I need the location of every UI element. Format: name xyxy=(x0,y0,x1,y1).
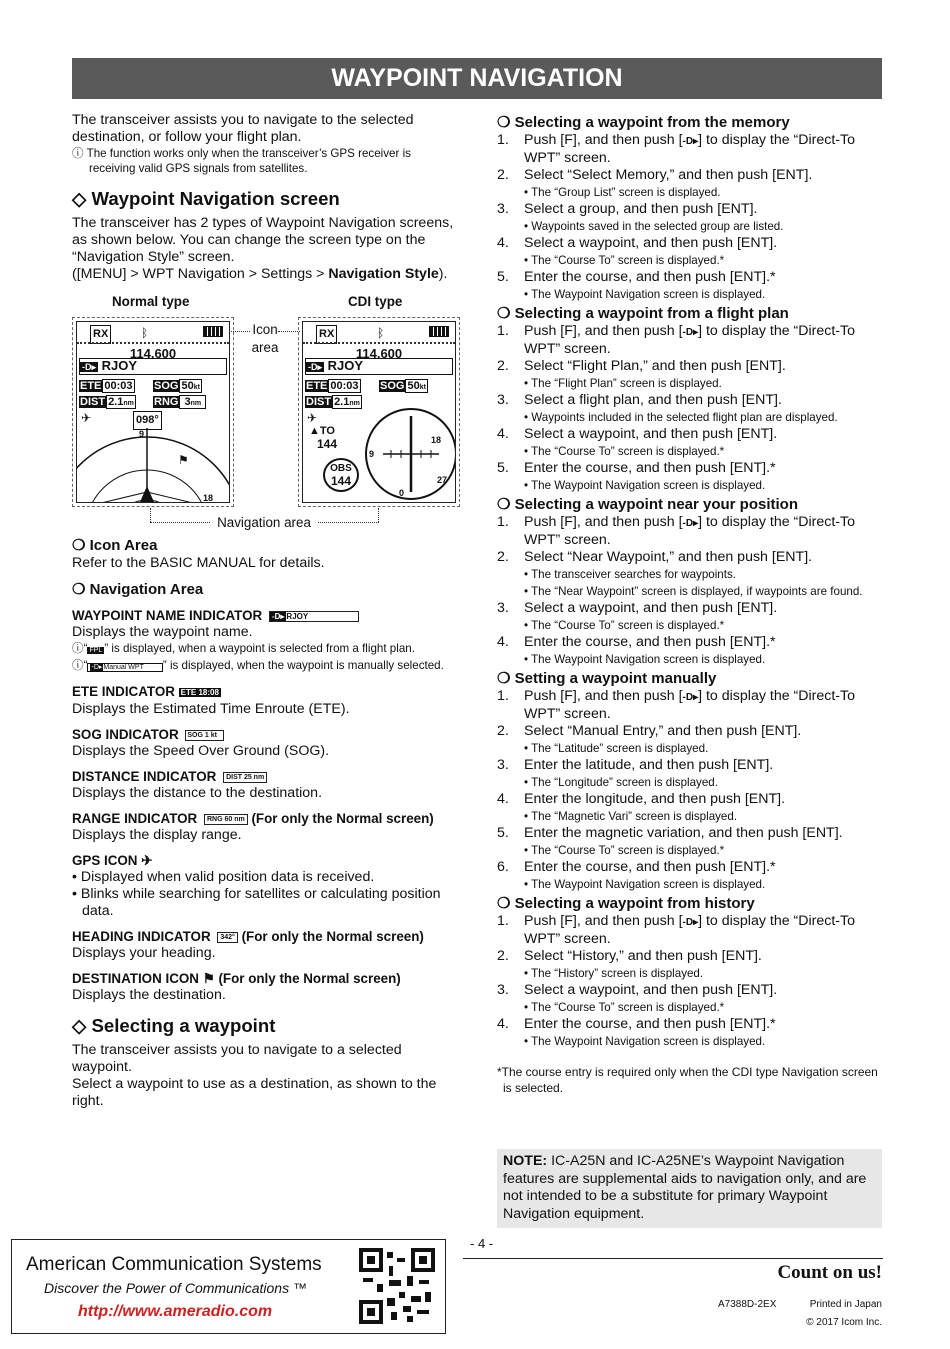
dest-body: Displays the destination. xyxy=(72,986,226,1003)
procedure-title: ❍ Selecting a waypoint from the memory xyxy=(497,114,790,131)
dist-body: Displays the distance to the destination. xyxy=(72,784,323,801)
rx-indicator: RX xyxy=(316,325,337,344)
obs-indicator: OBS 144 xyxy=(323,458,359,492)
procedure-step: 2. Select “History,” and then push [ENT]. xyxy=(497,948,762,964)
nav-screen-path: ([MENU] > WPT Navigation > Settings > Navigation Style). xyxy=(72,266,448,282)
procedure-step: 4. Enter the course, and then push [ENT].* xyxy=(497,634,776,650)
ete-indicator: ETE 00:03 xyxy=(306,380,359,392)
step-result: • The “Course To” screen is displayed.* xyxy=(524,619,725,632)
wni-title: WAYPOINT NAME INDICATOR -D▸ RJOY xyxy=(72,607,460,624)
cdi-tick-18: 18 xyxy=(431,435,442,445)
nav-screen-body: The transceiver has 2 types of Waypoint Navigation screens, as shown below. You can change the screen type on the “Navigation Style” screen. xyxy=(72,215,454,265)
direct-to-key-icon: -D▸ xyxy=(682,917,699,928)
hdg-body: Displays your heading. xyxy=(72,944,216,961)
wni-body: Displays the waypoint name. xyxy=(72,624,253,640)
gps-bullet-2: • Blinks while searching for satellites or calculating position data. xyxy=(72,885,441,919)
printed-in: Printed in Japan xyxy=(809,1299,882,1310)
footnote: *The course entry is required only when the CDI type Navigation screen is selected. xyxy=(497,1065,878,1095)
gps-icon: ✈ xyxy=(307,411,318,425)
waypoint-name-box: -D▸ RJOY xyxy=(79,358,227,375)
destination-icon: ⚑ xyxy=(178,453,189,467)
procedure-step: 4. Enter the longitude, and then push [ENT]. xyxy=(497,791,786,807)
info-icon: ⓘ xyxy=(72,642,84,655)
distance-indicator: DIST 2.1nm xyxy=(306,396,360,408)
sog-chip: SOG 1 kt xyxy=(185,730,224,741)
hdg-title: HEADING INDICATOR 342° (For only the Normal screen) xyxy=(72,928,424,944)
procedure-step: 4. Enter the course, and then push [ENT].* xyxy=(497,1016,776,1032)
direct-to-key-icon: -D▸ xyxy=(682,692,699,703)
sog-indicator: SOG 50kt xyxy=(154,380,200,392)
direct-to-key-icon: -D▸ xyxy=(682,518,699,529)
ete-indicator: ETE 00:03 xyxy=(80,380,133,392)
procedure-step: 3. Select a flight plan, and then push [ENT]. xyxy=(497,392,782,408)
dist-title: DISTANCE INDICATOR DIST 25 nm xyxy=(72,768,460,785)
wni-chip: -D▸ RJOY xyxy=(269,611,359,622)
step-result: • The “Course To” screen is displayed.* xyxy=(524,844,725,857)
rx-indicator: RX xyxy=(90,325,111,344)
procedure-step: 4. Select a waypoint, and then push [ENT]. xyxy=(497,235,778,251)
procedure-step: 6. Enter the course, and then push [ENT].* xyxy=(497,859,776,875)
note-box: NOTE: IC-A25N and IC-A25NE’s Waypoint Navigation features are supplemental aids to navigation only, and are not intended to be a substitute for primary Waypoint Navigation equipment. xyxy=(497,1149,882,1228)
sog-indicator: SOG 50kt xyxy=(380,380,426,392)
step-result: • Waypoints saved in the selected group are listed. xyxy=(524,220,784,233)
procedure-section xyxy=(497,305,883,494)
gps-icon: ✈ xyxy=(81,411,92,425)
procedure-step: 5. Enter the course, and then push [ENT].* xyxy=(497,269,776,285)
selecting-body-1: The transceiver assists you to navigate to a selected waypoint. xyxy=(72,1041,402,1075)
page-number: - 4 - xyxy=(470,1236,494,1251)
circle-bullet-icon: ❍ xyxy=(497,496,511,513)
frequency-display: 114.600 xyxy=(129,346,177,361)
normal-type-label: Normal type xyxy=(112,294,190,309)
step-result: • The “Flight Plan” screen is displayed. xyxy=(524,377,722,390)
dest-title: DESTINATION ICON ⚑ (For only the Normal screen) xyxy=(72,970,401,986)
step-result: • The “Near Waypoint” screen is displayed, if waypoints are found. xyxy=(524,585,863,598)
ete-body: Displays the Estimated Time Enroute (ETE). xyxy=(72,700,350,717)
step-result: • The Waypoint Navigation screen is displayed. xyxy=(524,653,766,666)
circle-bullet-icon: ❍ xyxy=(72,537,86,554)
sog-body: Displays the Speed Over Ground (SOG). xyxy=(72,742,330,759)
step-result: • The “Course To” screen is displayed.* xyxy=(524,1001,725,1014)
procedure-step: 1. Push [F], and then push [-D▸] to display the “Direct-To WPT” screen. xyxy=(497,514,856,548)
waypoint-name-box: -D▸ RJOY xyxy=(305,358,453,375)
intro-line-1: The transceiver assists you to navigate to the selected xyxy=(72,112,414,128)
direct-to-key-icon: -D▸ xyxy=(682,327,699,338)
direct-to-icon: -D▸ xyxy=(271,611,285,621)
circle-bullet-icon: ❍ xyxy=(497,895,511,912)
normal-screen xyxy=(72,317,234,507)
section-title-nav-screen: ◇ Waypoint Navigation screen xyxy=(72,188,340,209)
procedure-title: ❍ Selecting a waypoint from a flight plan xyxy=(497,305,789,322)
sog-title: SOG INDICATOR SOG 1 kt xyxy=(72,726,460,743)
selecting-body-2: Select a waypoint to use as a destination, as shown to the right. xyxy=(72,1075,437,1109)
wni-note-1: ⓘ“ FPL ” is displayed, when a waypoint is selected from a flight plan. xyxy=(72,642,415,655)
slogan: Count on us! xyxy=(777,1262,882,1283)
icon-area-title: ❍ Icon Area xyxy=(72,537,158,554)
procedure-step: 3. Select a waypoint, and then push [ENT]. xyxy=(497,982,778,998)
icon-area-body: Refer to the BASIC MANUAL for details. xyxy=(72,555,325,571)
procedure-step: 2. Select “Near Waypoint,” and then push [ENT]. xyxy=(497,549,813,565)
frequency-display: 114.600 xyxy=(355,346,403,361)
step-result: • The “Course To” screen is displayed.* xyxy=(524,445,725,458)
step-result: • The Waypoint Navigation screen is displayed. xyxy=(524,1035,766,1048)
copyright: © 2017 Icom Inc. xyxy=(806,1317,882,1328)
screen-figure xyxy=(72,293,460,529)
step-result: • The “Latitude” screen is displayed. xyxy=(524,742,709,755)
procedure-section xyxy=(497,670,883,893)
step-result: • The “Course To” screen is displayed.* xyxy=(524,254,725,267)
intro-note: ⓘ The function works only when the transceiver’s GPS receiver is receiving valid GPS signals from satellites. xyxy=(72,147,411,175)
compass-tick-18: 18 xyxy=(203,493,214,503)
cdi-screen xyxy=(298,317,460,507)
dist-chip: DIST 25 nm xyxy=(223,772,267,783)
flag-icon: ⚑ xyxy=(202,970,215,986)
ete-title: ETE INDICATOR ETE 18:08 xyxy=(72,684,219,699)
rng-chip: RNG 60 nm xyxy=(204,814,248,825)
circle-bullet-icon: ❍ xyxy=(497,305,511,322)
to-value: 144 xyxy=(317,437,338,451)
left-column xyxy=(72,112,460,1110)
circle-bullet-icon: ❍ xyxy=(497,114,511,131)
step-result: • Waypoints included in the selected flight plan are displayed. xyxy=(524,411,838,424)
intro-line-2: destination, or follow your flight plan. xyxy=(72,129,302,145)
direct-to-icon: -D▸ xyxy=(91,664,103,671)
rng-title: RANGE INDICATOR RNG 60 nm (For only the Normal screen) xyxy=(72,810,434,826)
circle-bullet-icon: ❍ xyxy=(497,670,511,687)
to-indicator: ▲TO xyxy=(309,425,335,437)
section-title-selecting: ◇ Selecting a waypoint xyxy=(72,1014,276,1036)
rng-body: Displays the display range. xyxy=(72,826,242,843)
info-icon: ⓘ xyxy=(72,659,84,672)
gps-title: GPS ICON ✈ xyxy=(72,852,153,868)
nav-area-title: ❍ Navigation Area xyxy=(72,581,204,598)
procedure-step: 5. Enter the course, and then push [ENT].* xyxy=(497,460,776,476)
direct-to-key-icon: -D▸ xyxy=(682,136,699,147)
procedure-step: 1. Push [F], and then push [-D▸] to display the “Direct-To WPT” screen. xyxy=(497,913,856,947)
diamond-icon: ◇ xyxy=(72,188,87,209)
company-tagline: Discover the Power of Communications ™ xyxy=(44,1280,307,1296)
step-result: • The “Group List” screen is displayed. xyxy=(524,186,721,199)
cdi-tick-9: 9 xyxy=(369,449,375,459)
step-result: • The “Longitude” screen is displayed. xyxy=(524,776,718,789)
procedure-step: 2. Select “Manual Entry,” and then push [ENT]. xyxy=(497,723,802,739)
procedure-section xyxy=(497,496,883,668)
procedure-step: 1. Push [F], and then push [-D▸] to display the “Direct-To WPT” screen. xyxy=(497,688,856,722)
procedure-step: 3. Select a waypoint, and then push [ENT]. xyxy=(497,600,778,616)
company-url[interactable]: http://www.ameradio.com xyxy=(78,1303,273,1320)
hdg-chip: 342° xyxy=(217,932,237,943)
compass-tick-9: 9 xyxy=(139,429,145,439)
dealer-box xyxy=(11,1239,446,1334)
company-name: American Communication Systems xyxy=(26,1254,322,1275)
bluetooth-icon: ᛒ xyxy=(377,326,385,340)
step-result: • The “History” screen is displayed. xyxy=(524,967,704,980)
procedure-step: 1. Push [F], and then push [-D▸] to display the “Direct-To WPT” screen. xyxy=(497,132,856,166)
step-result: • The “Magnetic Vari” screen is displayed. xyxy=(524,810,738,823)
right-column xyxy=(497,112,883,1096)
step-result: • The Waypoint Navigation screen is displayed. xyxy=(524,479,766,492)
procedure-step: 2. Select “Select Memory,” and then push [ENT]. xyxy=(497,167,813,183)
step-result: • The Waypoint Navigation screen is displayed. xyxy=(524,288,766,301)
battery-icon xyxy=(203,326,223,337)
range-indicator: RNG 3nm xyxy=(153,394,206,412)
procedure-section xyxy=(497,895,883,1050)
info-icon: ⓘ xyxy=(72,147,87,160)
procedure-title: ❍ Selecting a waypoint near your position xyxy=(497,496,799,513)
procedure-title: ❍ Setting a waypoint manually xyxy=(497,670,717,687)
wni-note-2: ⓘ“ -D▸Manual WPT ” is displayed, when the waypoint is manually selected. xyxy=(72,659,444,672)
cdi-type-label: CDI type xyxy=(348,294,403,309)
diamond-icon: ◇ xyxy=(72,1014,87,1036)
step-result: • The Waypoint Navigation screen is displayed. xyxy=(524,878,766,891)
procedure-step: 3. Select a group, and then push [ENT]. xyxy=(497,201,758,217)
cdi-tick-27: 27 xyxy=(437,475,448,485)
doc-code: A7388D-2EX xyxy=(718,1299,777,1310)
icon-area-label: Icon area xyxy=(251,322,279,355)
procedure-section xyxy=(497,114,883,303)
qr-code-icon xyxy=(359,1248,435,1324)
bluetooth-icon: ᛒ xyxy=(141,326,149,340)
procedure-step: 5. Enter the magnetic variation, and then push [ENT]. xyxy=(497,825,843,841)
step-result: • The transceiver searches for waypoints. xyxy=(524,568,736,581)
procedure-step: 3. Enter the latitude, and then push [ENT]. xyxy=(497,757,774,773)
cdi-tick-0: 0 xyxy=(399,488,405,498)
gps-bullet-1: • Displayed when valid position data is received. xyxy=(72,868,375,885)
procedure-step: 2. Select “Flight Plan,” and then push [ENT]. xyxy=(497,358,786,374)
circle-bullet-icon: ❍ xyxy=(72,581,86,598)
procedure-step: 1. Push [F], and then push [-D▸] to display the “Direct-To WPT” screen. xyxy=(497,323,856,357)
gps-icon: ✈ xyxy=(141,852,153,868)
heading-indicator: 098° xyxy=(133,411,162,430)
procedure-title: ❍ Selecting a waypoint from history xyxy=(497,895,755,912)
direct-to-icon: -D▸ xyxy=(308,362,323,372)
battery-icon xyxy=(429,326,449,337)
navigation-area-label: Navigation area xyxy=(217,515,311,530)
ete-chip: ETE 18:08 xyxy=(180,687,219,697)
distance-indicator: DIST 2.1nm xyxy=(80,396,134,408)
page-header: WAYPOINT NAVIGATION xyxy=(72,58,882,99)
procedure-step: 4. Select a waypoint, and then push [ENT]. xyxy=(497,426,778,442)
direct-to-icon: -D▸ xyxy=(82,362,97,372)
